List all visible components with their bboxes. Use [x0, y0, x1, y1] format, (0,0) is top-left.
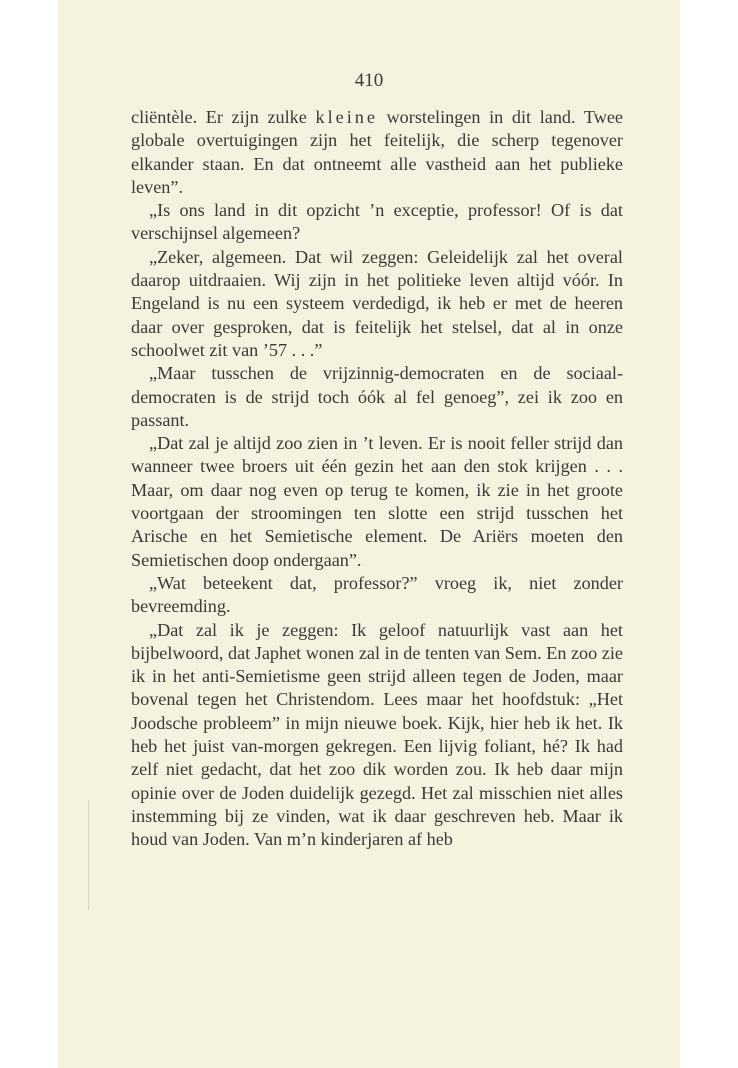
paragraph-5: „Dat zal je altijd zoo zien in ’t leven. Er is nooit feller strijd dan wanneer twee broers uit één gezin het aan den stok krijgen . . . Maar, om daar nog even op terug te komen, ik zie in het groote voortgaan der stroomingen ten slotte een strijd tusschen het Arische en het Semietische element. De Ariërs moeten den Semietischen doop ondergaan”. — [131, 433, 623, 570]
book-page — [58, 0, 680, 1068]
body-text — [131, 106, 623, 852]
margin-mark — [88, 800, 89, 910]
paragraph-1 — [131, 106, 623, 199]
paragraph-2: „Is ons land in dit opzicht ’n exceptie, professor! Of is dat verschijnsel algemeen? — [131, 200, 623, 244]
page-number: 410 — [354, 70, 384, 91]
paragraph-7: „Dat zal ik je zeggen: Ik geloof natuurlijk vast aan het bijbelwoord, dat Japhet wonen zal in de tenten van Sem. En zoo zie ik in het anti-Semietisme geen strijd alleen tegen de Joden, maar bovenal tegen het Christendom. Lees maar het hoofdstuk: „Het Joodsche probleem” in mijn nieuwe boek. Kijk, hier heb ik het. Ik heb het juist van-morgen gekregen. Een lijvig foliant, hé? Ik had zelf niet gedacht, dat het zoo dik worden zou. Ik heb daar mijn opinie over de Joden duidelijk gezegd. Het zal misschien niet alles instemming bij ze vinden, wat ik daar geschreven heb. Maar ik houd van Joden. Van m’n kinderjaren af heb — [131, 619, 623, 850]
paragraph-1-end: worstelingen in dit land. Twee globale overtuigingen zijn het feitelijk, die scherp tegenover elkander staan. En dat ontneemt alle vastheid aan het publieke leven”. — [131, 107, 623, 197]
spaced-word: kleine — [315, 107, 378, 127]
paragraph-4: „Maar tusschen de vrijzinnig-democraten en de sociaal-democraten is de strijd toch óók al fel genoeg”, zei ik zoo en passant. — [131, 363, 623, 430]
paragraph-3: „Zeker, algemeen. Dat wil zeggen: Geleidelijk zal het overal daarop uitdraaien. Wij zijn in het politieke leven altijd vóór. In Engeland is nu een systeem verdedigd, ik heb er met de heeren daar over gesproken, dat is feitelijk het stelsel, dat al in onze schoolwet zit van ’57 . . .” — [131, 246, 623, 360]
paragraph-6: „Wat beteekent dat, professor?” vroeg ik, niet zonder bevreemding. — [131, 572, 623, 617]
paragraph-1-start: cliëntèle. Er zijn zulke — [131, 107, 316, 127]
